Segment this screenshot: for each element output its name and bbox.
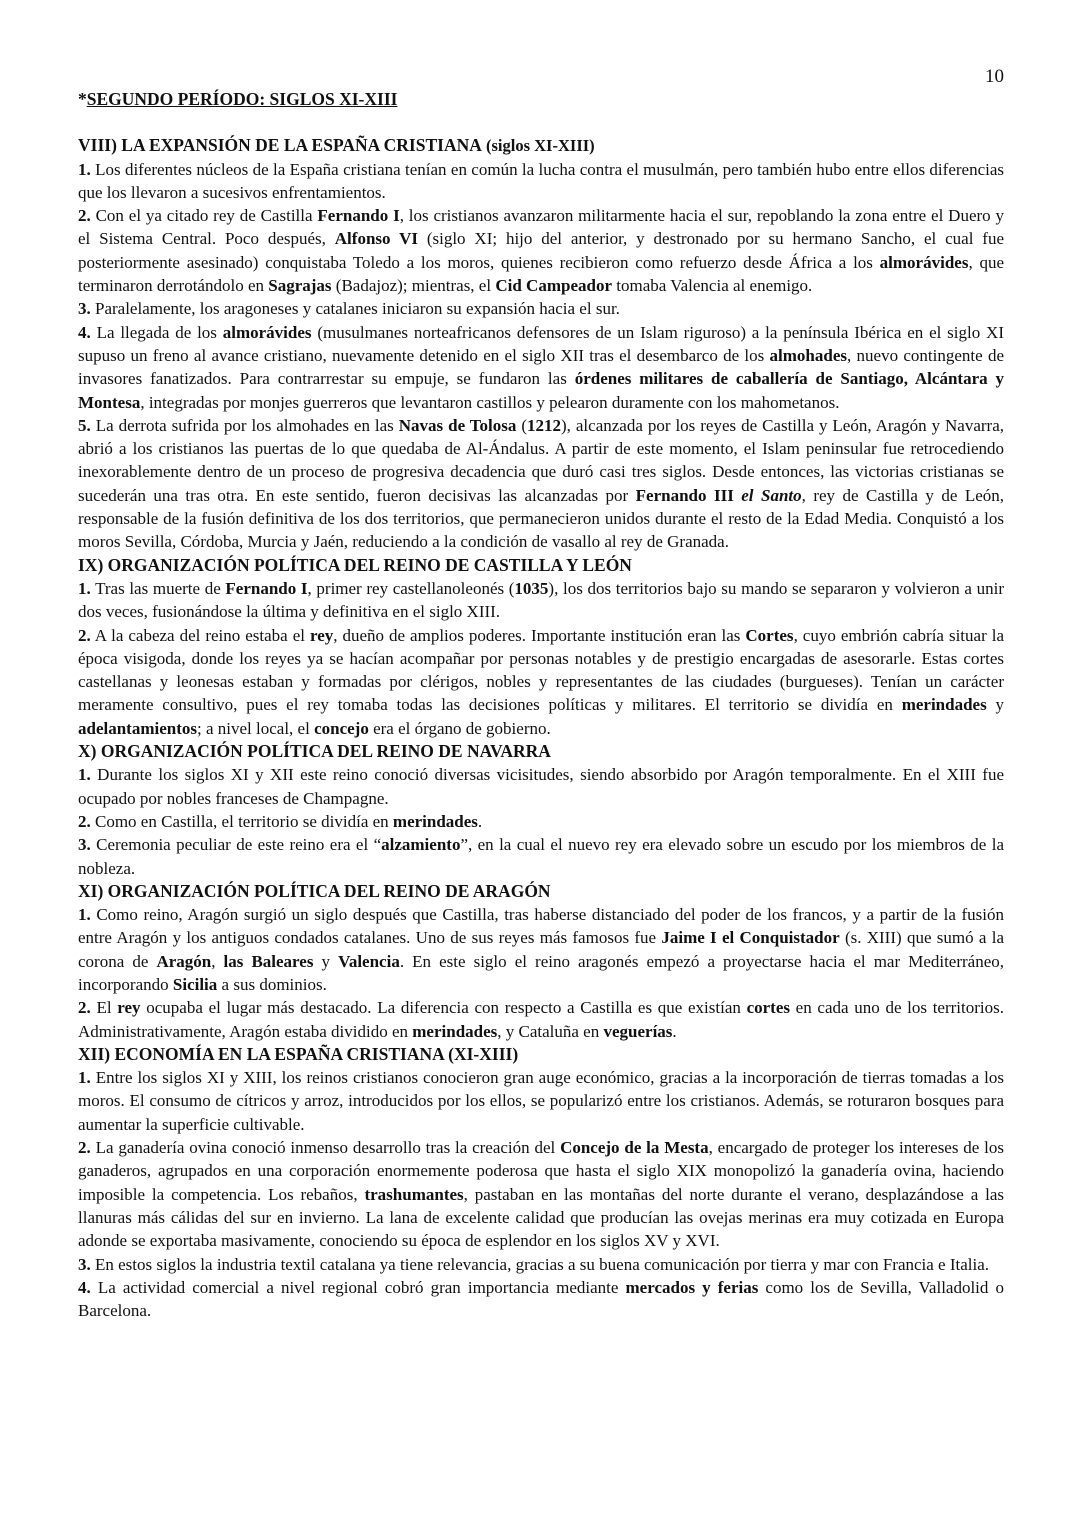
text-run: La actividad comercial a nivel regional cobró gran importancia mediante xyxy=(90,1277,626,1297)
paragraph xyxy=(78,1136,1004,1252)
paragraph xyxy=(78,1253,1004,1276)
bold-text: merindades xyxy=(412,1021,498,1041)
text-run: El xyxy=(90,998,118,1018)
bold-text: Sicilia xyxy=(172,974,218,994)
page-number: 10 xyxy=(985,66,1004,87)
bold-text: 1. xyxy=(78,159,91,179)
bold-text: 2. xyxy=(78,206,91,226)
text-run: . xyxy=(672,1021,677,1041)
bold-text: adelantamientos xyxy=(78,718,197,738)
bold-text: almorávides xyxy=(879,252,969,272)
bold-text: 2. xyxy=(78,625,91,645)
bold-text: Alfonso VI xyxy=(334,229,418,249)
text-run: La derrota sufrida por los almohades en las xyxy=(90,415,399,435)
text-run: ), alcanzada por los reyes de Castilla y León, Aragón y Navarra, abrió a los cristianos las puertas de lo que quedaba de Al-Ándalus. A partir de este momento, el Islam peninsular fue retrocediendo inexorablemente dentro de un proceso de progresiva decadencia que duró casi tres siglos. Desde entonces, las victorias cristianas se sucederán una tras otra. En este sentido, fueron decisivas las alcanzadas por xyxy=(78,415,1005,505)
bold-text: órdenes militares de caballería de Santiago, Alcántara y Montesa xyxy=(78,369,1004,412)
text-run: ; a nivel local, el xyxy=(197,718,315,738)
bold-text: 1. xyxy=(78,1068,91,1088)
text-run: La llegada de los xyxy=(90,322,223,342)
text-run: , primer rey castellanoleonés ( xyxy=(307,578,515,598)
text-run: , integradas por monjes guerreros que levantaron castillos y pelearon duramente con los mahometanos. xyxy=(140,392,840,412)
paragraph xyxy=(78,158,1004,205)
section-title-text: IX) ORGANIZACIÓN POLÍTICA DEL REINO DE CASTILLA Y LEÓN xyxy=(78,554,632,575)
bold-text: almorávides xyxy=(222,322,312,342)
text-run: a sus dominios. xyxy=(217,974,327,994)
bold-text: merindades xyxy=(392,811,478,831)
text-run: ”, en la cual el nuevo rey era elevado sobre un escudo por los miembros de la nobleza. xyxy=(78,835,1004,878)
text-run: Como en Castilla, el territorio se dividía en xyxy=(90,811,393,831)
text-run: , nuevo contingente de invasores fanatizados. Para contrarrestar su empuje, se fundaron las xyxy=(78,345,1004,389)
text-run: La ganadería ovina conoció inmenso desarrollo tras la creación del xyxy=(90,1138,561,1158)
text-run: , pastaban en las montañas del norte durante el verano, desplazándose a las llanuras más cálidas del sur en invierno. La lana de excelente calidad que producían las ovejas merinas era muy cotizada en Europa adonde se exportaba masivamente, conociendo su época de esplendor en los siglos XV y XVI. xyxy=(78,1184,1004,1251)
text-run: Como reino, Aragón surgió un siglo después que Castilla, tras haberse distanciado del poder de los francos, y a partir de la fusión entre Aragón y los antiguos condados catalanes. Uno de sus reyes más famosos fue xyxy=(78,905,1004,948)
bold-text: el Santo xyxy=(741,485,802,505)
bold-text: mercados y ferias xyxy=(625,1277,759,1297)
bold-text: Navas de Tolosa xyxy=(398,415,517,435)
text-run: , encargado de proteger los intereses de los ganaderos, agrupados en una corporación enormemente poderosa que hasta el siglo XIX monopolizó la ganadería ovina, haciendo imposible la competencia. Los rebaños, xyxy=(78,1138,1004,1204)
section-title xyxy=(78,554,1004,577)
text-run: Paralelamente, los aragoneses y catalanes iniciaron su expansión hacia el sur. xyxy=(90,299,620,319)
text-run: , cuyo embrión cabría situar la época visigoda, donde los reyes ya se hacían acompañar por personas notables y de prestigio encargadas de asesorarle. Estas cortes castellanas y leonesas estaban y formadas por clérigos, nobles y representantes de las ciudades (burgueses). Tenían un carácter meramente consultivo, pues el rey tomaba todas las decisiones políticas y militares. El territorio se dividía en xyxy=(78,625,1004,715)
bold-text: 1. xyxy=(78,765,91,785)
text-run: . En este siglo el reino aragonés empezó a proyectarse hacia el mar Mediterráneo, incorporando xyxy=(78,951,1005,994)
paragraph xyxy=(78,833,1004,880)
text-run: (musulmanes norteafricanos defensores de un Islam riguroso) a la península Ibérica en el siglo XI supuso un freno al avance cristiano, nuevamente detenido en el siglo XII tras el desembarco de los xyxy=(78,322,1004,365)
bold-text: rey xyxy=(309,625,334,645)
text-run: , xyxy=(211,951,224,971)
paragraph xyxy=(78,996,1004,1043)
paragraph xyxy=(78,321,1004,414)
period-title xyxy=(78,88,1004,111)
text-run: . xyxy=(477,811,483,831)
paragraph xyxy=(78,624,1004,740)
text-run: (siglo XI; hijo del anterior, y destronado por su hermano Sancho, el cual fue posteriormente asesinado) conquistaba Toledo a los moros, quienes recibieron como refuerzo desde África a los xyxy=(78,229,1004,272)
bold-text: 3. xyxy=(78,299,91,319)
bold-text: 1212 xyxy=(527,415,562,435)
paragraph xyxy=(78,1066,1004,1136)
paragraph xyxy=(78,810,1004,833)
text-run: como los de Sevilla, Valladolid o Barcelona. xyxy=(78,1277,1004,1321)
text-run: Tras las muerte de xyxy=(90,578,226,598)
paragraph xyxy=(78,414,1004,554)
bold-text: 2. xyxy=(78,811,91,831)
section-title xyxy=(78,1043,1004,1066)
bold-text: 3. xyxy=(78,1254,91,1274)
text-run: era el órgano de gobierno. xyxy=(368,718,551,738)
section-title xyxy=(78,134,1004,157)
bold-text: Fernando III xyxy=(635,485,742,505)
bold-text: merindades xyxy=(901,695,987,715)
bold-text: concejo xyxy=(314,718,369,738)
document-content xyxy=(78,88,1004,1322)
bold-text: 4. xyxy=(78,322,91,342)
period-title-prefix: * xyxy=(78,89,87,109)
bold-text: Fernando I xyxy=(225,578,308,598)
paragraph xyxy=(78,204,1004,297)
text-run: (s. XIII) que sumó a la corona de xyxy=(78,928,1004,971)
paragraph xyxy=(78,903,1004,996)
text-run: tomaba Valencia al enemigo. xyxy=(612,276,813,296)
bold-text: Cid Campeador xyxy=(495,276,612,296)
bold-text: 1. xyxy=(78,905,91,925)
bold-text: Cortes xyxy=(745,625,794,645)
bold-text: Concejo de la Mesta xyxy=(560,1138,709,1158)
text-run: , que terminaron derrotándolo en xyxy=(78,252,1004,296)
bold-text: Valencia xyxy=(338,951,400,971)
section-title-text: XI) ORGANIZACIÓN POLÍTICA DEL REINO DE ARAGÓN xyxy=(78,880,551,901)
text-run: , y Cataluña en xyxy=(497,1021,604,1041)
paragraph xyxy=(78,763,1004,810)
bold-text: alzamiento xyxy=(381,835,461,855)
text-run: (Badajoz); mientras, el xyxy=(331,276,496,296)
paragraph xyxy=(78,1276,1004,1323)
text-run: Entre los siglos XI y XIII, los reinos cristianos conocieron gran auge económico, gracias a la incorporación de tierras tomadas a los moros. El consumo de cítricos y arroz, introducidos por los ellos, se popularizó entre los cristianos. Además, se roturaron bosques para aumentar la superficie cultivable. xyxy=(78,1068,1004,1134)
text-run: ( xyxy=(516,415,528,435)
bold-text: 2. xyxy=(78,1138,91,1158)
bold-text: almohades xyxy=(769,345,848,365)
bold-text: 1. xyxy=(78,578,91,598)
bold-text: Sagrajas xyxy=(268,276,332,296)
section-title-text: XII) ECONOMÍA EN LA ESPAÑA CRISTIANA (XI-XIII) xyxy=(78,1043,519,1064)
bold-text: 2. xyxy=(78,998,91,1018)
bold-text: 4. xyxy=(78,1277,91,1297)
section-title-suffix: (siglos XI-XIII) xyxy=(481,136,595,156)
sections-container xyxy=(78,134,1004,1322)
section-title xyxy=(78,880,1004,903)
text-run: ), los dos territorios bajo su mando se separaron y volvieron a unir dos veces, fusionándose la última y definitiva en el siglo XIII. xyxy=(78,578,1005,622)
text-run: Los diferentes núcleos de la España cristiana tenían en común la lucha contra el musulmán, pero también hubo entre ellos diferencias que los llevaron a sucesivos enfrentamientos. xyxy=(78,159,1004,202)
text-run: y xyxy=(986,695,1005,715)
bold-text: Aragón xyxy=(156,951,212,971)
bold-text: rey xyxy=(117,998,141,1018)
paragraph xyxy=(78,577,1004,624)
text-run: Durante los siglos XI y XII este reino conoció diversas vicisitudes, siendo absorbido por Aragón temporalmente. En el XIII fue ocupado por nobles franceses de Champagne. xyxy=(78,765,1004,808)
bold-text: Fernando I xyxy=(317,206,400,226)
bold-text: 1035 xyxy=(514,578,549,598)
bold-text: trashumantes xyxy=(364,1184,464,1204)
bold-text: cortes xyxy=(746,998,790,1018)
text-run: , dueño de amplios poderes. Importante institución eran las xyxy=(333,625,746,645)
bold-text: 3. xyxy=(78,835,91,855)
bold-text: Jaime I el Conquistador xyxy=(661,928,840,948)
bold-text: 5. xyxy=(78,415,91,435)
text-run: Ceremonia peculiar de este reino era el “ xyxy=(90,835,382,855)
text-run: ocupaba el lugar más destacado. La diferencia con respecto a Castilla es que existían xyxy=(140,998,747,1018)
section-title-text: VIII) LA EXPANSIÓN DE LA ESPAÑA CRISTIANA xyxy=(78,135,482,156)
text-run: en cada uno de los territorios. Administrativamente, Aragón estaba dividido en xyxy=(78,998,1004,1041)
paragraph xyxy=(78,297,1004,320)
section-title-text: X) ORGANIZACIÓN POLÍTICA DEL REINO DE NAVARRA xyxy=(78,741,551,762)
section-title xyxy=(78,740,1004,763)
period-title-text: SEGUNDO PERÍODO: SIGLOS XI-XIII xyxy=(86,89,398,109)
text-run: , los cristianos avanzaron militarmente hacia el sur, repoblando la zona entre el Duero y el Sistema Central. Poco después, xyxy=(78,206,1004,249)
text-run: Con el ya citado rey de Castilla xyxy=(90,206,318,226)
text-run: , rey de Castilla y de León, responsable de la fusión definitiva de los dos territorios, que permanecieron unidos durante el resto de la Edad Media. Conquistó a los moros Sevilla, Córdoba, Murcia y Jaén, reduciendo a la condición de vasallo al rey de Granada. xyxy=(78,485,1004,552)
bold-text: veguerías xyxy=(603,1021,673,1041)
text-run: En estos siglos la industria textil catalana ya tiene relevancia, gracias a su buena comunicación por tierra y mar con Francia e Italia. xyxy=(90,1254,990,1274)
text-run: y xyxy=(313,951,339,971)
text-run: A la cabeza del reino estaba el xyxy=(90,625,310,645)
bold-text: las Baleares xyxy=(223,951,314,971)
